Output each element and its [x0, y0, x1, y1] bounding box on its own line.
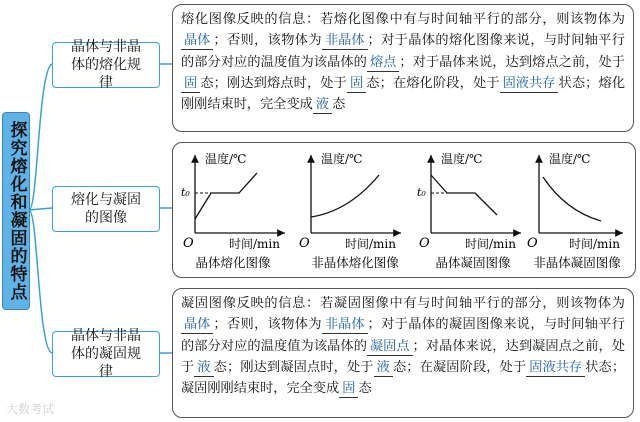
melting-blank-2: 非晶体	[322, 33, 368, 50]
solidify-blank-2: 非晶体	[322, 317, 368, 334]
melting-blank-6: 固液共存	[500, 76, 559, 93]
y-axis-label: 温度/℃	[441, 152, 483, 166]
solidify-info-box	[172, 288, 634, 418]
graph-caption: 非晶体凝固图像	[533, 255, 621, 270]
solidify-text-6: 态；在凝固阶段，处于	[392, 359, 527, 375]
solidify-blank-3: 凝固点	[367, 339, 413, 356]
melting-text-7: 状态；熔化刚刚结束时，完全变成	[181, 75, 626, 113]
graph-noncrystal-melting	[299, 151, 401, 270]
solidifying-curve	[431, 175, 497, 215]
melting-text-8: 态	[332, 97, 346, 113]
origin-label: O	[527, 236, 538, 251]
solidify-text-2: ；否则，该物体为	[213, 317, 322, 333]
x-axis-label: 时间/min	[465, 237, 516, 251]
origin-label: O	[419, 236, 430, 251]
graphs-box	[172, 142, 636, 278]
x-axis-label: 时间/min	[229, 237, 280, 251]
x-axis-label: 时间/min	[345, 237, 396, 251]
graphs-svg	[173, 143, 635, 277]
melting-text-3: ；对于晶体的熔化图像来说，与时间轴平行的部分对应的温度值为该晶体的	[181, 33, 625, 70]
graph-crystal-solidifying	[417, 151, 521, 270]
solidify-text-1: 凝固图像反映的信息：若凝固图像中有与时间轴平行的部分，则该物体为	[181, 296, 625, 311]
graph-caption: 晶体熔化图像	[195, 255, 271, 270]
branch-graphs	[52, 186, 160, 232]
branch-melting-rule	[52, 39, 160, 91]
branch-melting-rule-label: 晶体与非晶体的熔化规律	[71, 39, 141, 91]
y-axis-label: 温度/℃	[549, 152, 591, 166]
melting-blank-4: 固	[181, 76, 200, 93]
melting-text-2: ；否则，该物体为	[213, 33, 322, 49]
origin-label: O	[299, 236, 310, 251]
melting-curve	[195, 173, 257, 219]
melting-info-box	[172, 4, 634, 132]
melting-text-6: 态；在熔化阶段，处于	[366, 75, 500, 91]
graph-noncrystal-solidifying	[527, 151, 623, 270]
x-axis-label: 时间/min	[569, 237, 620, 251]
solidify-blank-7: 固	[339, 381, 358, 398]
branch-solidify-rule	[52, 328, 160, 380]
graph-caption: 晶体凝固图像	[435, 255, 511, 270]
origin-label: O	[183, 236, 194, 251]
t0-label: t₀	[181, 186, 190, 199]
melting-text-5: 态；刚达到熔点时，处于	[200, 75, 347, 91]
branch-graphs-label: 熔化与凝固的图像	[71, 192, 141, 226]
graph-crystal-melting	[181, 151, 285, 270]
melting-text-1: 熔化图像反映的信息：若熔化图像中有与时间轴平行的部分，则该物体为	[181, 12, 625, 27]
solidify-text-5: 态；刚达到凝固点时，处于	[213, 359, 374, 375]
watermark: 大数考试	[6, 402, 55, 416]
solidify-text-8: 态	[358, 381, 372, 397]
melting-blank-7: 液	[313, 97, 332, 114]
solidifying-curve	[543, 177, 601, 221]
solidify-blank-6: 固液共存	[526, 360, 585, 377]
y-axis-label: 温度/℃	[321, 152, 363, 166]
melting-curve	[311, 175, 379, 217]
solidify-text-3: ；对于晶体的凝固图像来说，与时间轴平行的部分对应的温度值为该晶体的	[181, 317, 625, 354]
branch-solidify-rule-label: 晶体与非晶体的凝固规律	[71, 328, 141, 380]
solidify-text-7: 状态；凝固刚刚结束时，完全变成	[181, 359, 626, 397]
root-topic: 探究熔化和凝固的特点	[2, 112, 30, 310]
melting-text-4: ；对于晶体来说，达到熔点之前，处于	[399, 54, 625, 70]
solidify-blank-5: 液	[374, 360, 393, 377]
graph-caption: 非晶体熔化图像	[311, 255, 399, 270]
melting-blank-5: 固	[347, 76, 366, 93]
solidify-blank-1: 晶体	[181, 317, 213, 334]
melting-blank-1: 晶体	[181, 33, 213, 50]
solidify-blank-4: 液	[194, 360, 213, 377]
melting-blank-3: 熔点	[367, 55, 399, 72]
y-axis-label: 温度/℃	[205, 152, 247, 166]
t0-label: t₀	[417, 186, 426, 199]
solidify-text-4: ；对晶体来说，达到凝固点之前，处于	[181, 338, 626, 375]
